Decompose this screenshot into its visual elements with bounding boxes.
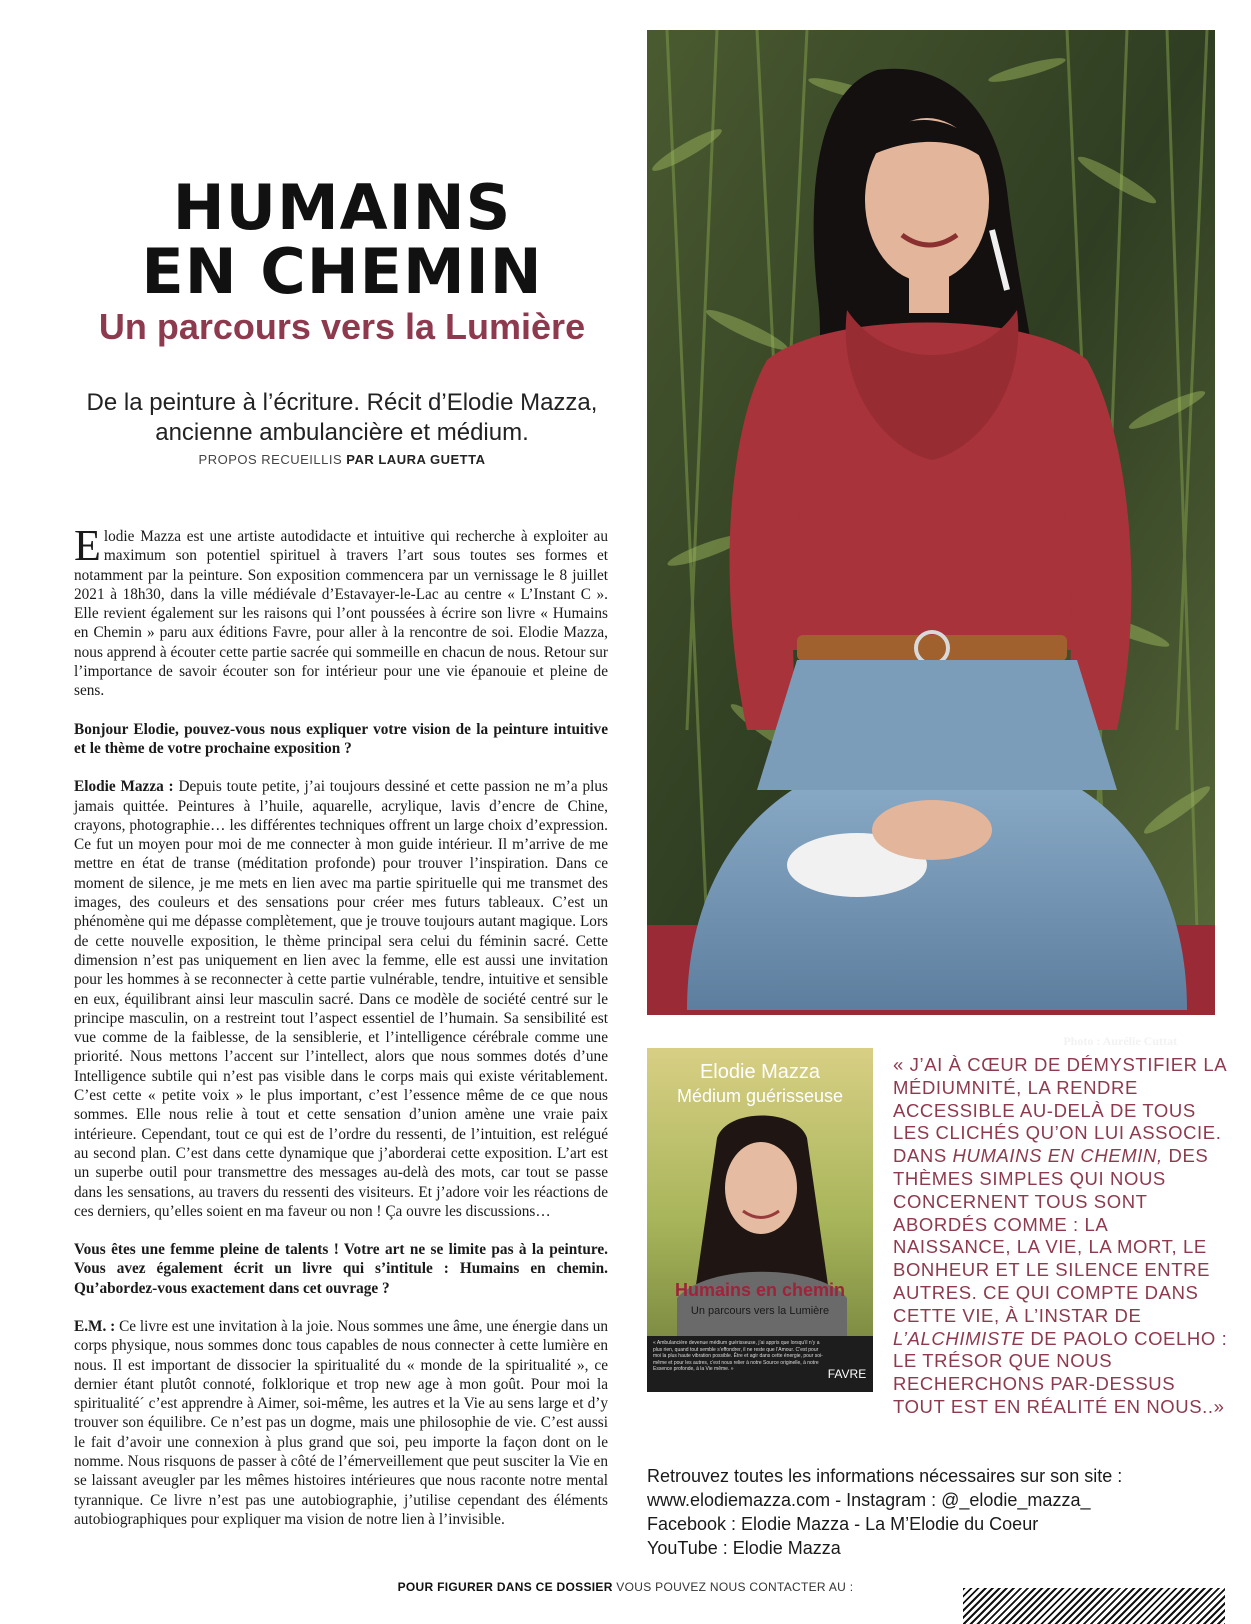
- contact-info: [647, 1464, 1227, 1560]
- answer-2-speaker: E.M. :: [74, 1317, 116, 1335]
- article-lede: [70, 388, 614, 448]
- answer-2-text: Ce livre est une invitation à la joie. Nous sommes une âme, une énergie dans un corps physique, nous sommes donc tous capables de nous connecter à cette lumière en nous. Il est important de dissocier la spiritualité du « monde de la spiritualité », ce dernier étant plutôt connoté, folklorique et trop new age à mon goût. Pour moi la spiritualité´ c’est apprendre à Aimer, soi-même, les autres et la Vie au sens large et d’y trouver son équilibre. Ce n’est pas un dogme, mais une philosophie de vie. C’est aussi le fait d’avoir une connexion à plus grand que soi, peu importe la façon dont on le nomme. Nous risquons de passer à côté de l’émerveillement que peut susciter la Vie en se laissant aveugler par les mêmes histoires intérieures que nous raconte notre mental tyrannique. Ce livre n’est pas une autobiographie, j’utilise cependant des éléments autobiographiques pour expliquer ma vision de notre lien à l’invisible.: [74, 1317, 608, 1528]
- question-1: Bonjour Elodie, pouvez-vous nous expliquer votre vision de la peinture intuitive et le thème de votre prochaine exposition ?: [74, 720, 608, 757]
- quote-part-3: DE PAOLO COELHO : LE TRÉSOR QUE NOUS RECHERCHONS PAR-DESSUS TOUT EST EN RÉALITÉ EN NOUS..»: [893, 1327, 1228, 1417]
- book-author: Elodie Mazza: [699, 1061, 821, 1083]
- book-title: Humains en chemin: [674, 1280, 846, 1300]
- book-blurb: « Ambulancière devenue médium guérisseuse, j’ai appris que lorsqu’il n’y a plus rien, quand tout semble s’effondrer, il ne reste que l’Amour. C’est pour moi la plus haute vibration possible. Être et agir dans cette énergie, pour soi-même et pour les autres, c’est nous relier à notre Source originelle, à notre Essence profonde, à la Vie même. »: [653, 1340, 823, 1372]
- footer-rest: VOUS POUVEZ NOUS CONTACTER AU :: [612, 1580, 854, 1594]
- book-cover-illustration: [647, 1048, 873, 1392]
- article-body: [74, 521, 608, 1548]
- book-tagline: Médium guérisseuse: [676, 1086, 844, 1106]
- quote-part-1: « J’AI À CŒUR DE DÉMYSTIFIER LA MÉDIUMNITÉ, LA RENDRE ACCESSIBLE AU-DELÀ DE TOUS LES CLICHÉS QU’ON LUI ASSOCIE. DANS: [893, 1054, 1227, 1167]
- answer-2: [74, 1317, 608, 1529]
- article-subtitle: Un parcours vers la Lumière: [98, 306, 586, 347]
- lede-line-1: De la peinture à l’écriture. Récit d’Elodie Mazza,: [86, 389, 598, 416]
- photo-credit: Photo : Aurélie Cuttat: [1063, 1034, 1177, 1048]
- title-line-1: HUMAINS: [172, 171, 512, 244]
- title-line-2: EN CHEMIN: [141, 235, 543, 308]
- book-publisher: FAVRE: [827, 1367, 867, 1381]
- lede-line-2: ancienne ambulancière et médium.: [155, 419, 529, 446]
- article-title: [70, 171, 614, 308]
- quote-part-2: DES THÈMES SIMPLES QUI NOUS CONCERNENT TOUS SONT ABORDÉS COMME : LA NAISSANCE, LA VIE, LA MORT, LE BONHEUR ET LE SILENCE ENTRE AUTRES. CE QUI COMPTE DANS CETTE VIE, À L’INSTAR DE: [893, 1145, 1211, 1326]
- hatched-decoration: [963, 1588, 1225, 1624]
- question-2: Vous êtes une femme pleine de talents ! Votre art ne se limite pas à la peinture. Vous avez également écrit un livre qui s’intitule : Humains en chemin. Qu’abordez-vous exactement dans cet ouvrage ?: [74, 1241, 608, 1297]
- intro-paragraph: [74, 521, 608, 701]
- book-cover: [647, 1048, 873, 1392]
- intro-text: lodie Mazza est une artiste autodidacte et intuitive qui recherche à exploiter au maximum son potentiel spirituel à travers l’art sous toutes ses formes et notamment par la peinture. Son exposition commencera par un vernissage le 8 juillet 2021 à 18h30, dans la ville médiévale d’Estavayer-le-Lac au centre « L’Instant C ». Elle revient également sur les raisons qui l’ont poussées à écrire son livre « Humains en Chemin » paru aux éditions Favre, pour aller à la rencontre de soi. Elodie Mazza, nous apprend à écouter cette partie sacrée qui sommeille en chacun de nous. Retour sur l’importance de savoir écouter son for intérieur pour une vie épanouie et pleine de sens.: [74, 528, 608, 700]
- portrait-photo: [647, 30, 1215, 1048]
- contact-line-2: www.elodiemazza.com - Instagram : @_elodie_mazza_: [647, 1490, 1091, 1510]
- drop-cap: E: [74, 521, 101, 570]
- contact-line-4: YouTube : Elodie Mazza: [647, 1538, 841, 1558]
- byline-author: PAR LAURA GUETTA: [346, 452, 486, 467]
- answer-1-speaker: Elodie Mazza :: [74, 778, 174, 796]
- answer-1: [74, 777, 608, 1221]
- pull-quote: [893, 1054, 1228, 1419]
- quote-italic-1: HUMAINS EN CHEMIN,: [952, 1145, 1163, 1167]
- byline-prefix: PROPOS RECUEILLIS: [198, 452, 343, 467]
- answer-1-text: Depuis toute petite, j’ai toujours dessiné et cette passion ne m’a plus jamais quittée. Peintures à l’huile, aquarelle, acrylique, lavis d’encre de Chine, crayons, photographie… les différentes techniques offrent un large choix d’expression. Ce fut un moyen pour moi de me connecter à mon guide intérieur. Il m’arrive de me mettre en état de transe (méditation profonde) pour trouver l’inspiration. Dans ce moment de silence, je me mets en lien avec ma partie spirituelle qui me transmet des images, des couleurs et des sensations pour créer mes futurs tableaux. C’est un phénomène qui me dépasse complètement, que je trouve toujours autant magique. Lors de cette nouvelle exposition, le thème principal sera celui du féminin sacré. Cette dimension n’est pas uniquement en lien avec la femme, elle est aussi une invitation pour les hommes à se reconnecter à cette partie vulnérable, tendre, intuitive et sensible en eux, équilibrant ainsi leur masculin sacré. Dans ce modèle de société centré sur le principe masculin, on a restreint tout l’aspect essentiel de l’humain. Sa sensibilité est vue comme de la faiblesse, de la sensiblerie, et l’intelligence cérébrale comme une priorité. Nous mettons l’accent sur l’intellect, alors que nous sommes dotés d’une Intelligence subtile qui n’est pas visible dans le corps mais qui existe véritablement. C’est cette « petite voix » le plus important, c’est l’essence même de ce que nous sommes. Elle nous relie à tout et cette sensation d’union amène une vraie paix intérieure. Cependant, tout ce qui est de l’ordre du ressenti, de l’intuition, est relégué au second plan. C’est dans cette dynamique que j’aborderai cette exposition. L’art est un superbe outil pour transmettre des messages au-delà des mots, car tout se passe dans les sensations, au travers du ressenti des visiteurs. Et j’adore voir les réactions de ces derniers, qu’elles soient en ma faveur ou non ! Ça ouvre les discussions…: [74, 778, 608, 1220]
- portrait-illustration: [647, 30, 1215, 1015]
- footer-bold: POUR FIGURER DANS CE DOSSIER: [397, 1580, 613, 1594]
- byline: [70, 452, 614, 467]
- quote-italic-2: L’ALCHIMISTE: [893, 1327, 1025, 1349]
- book-subtitle: Un parcours vers la Lumière: [690, 1305, 830, 1317]
- contact-line-3: Facebook : Elodie Mazza - La M’Elodie du Coeur: [647, 1514, 1039, 1534]
- contact-line-1: Retrouvez toutes les informations nécessaires sur son site :: [647, 1466, 1123, 1486]
